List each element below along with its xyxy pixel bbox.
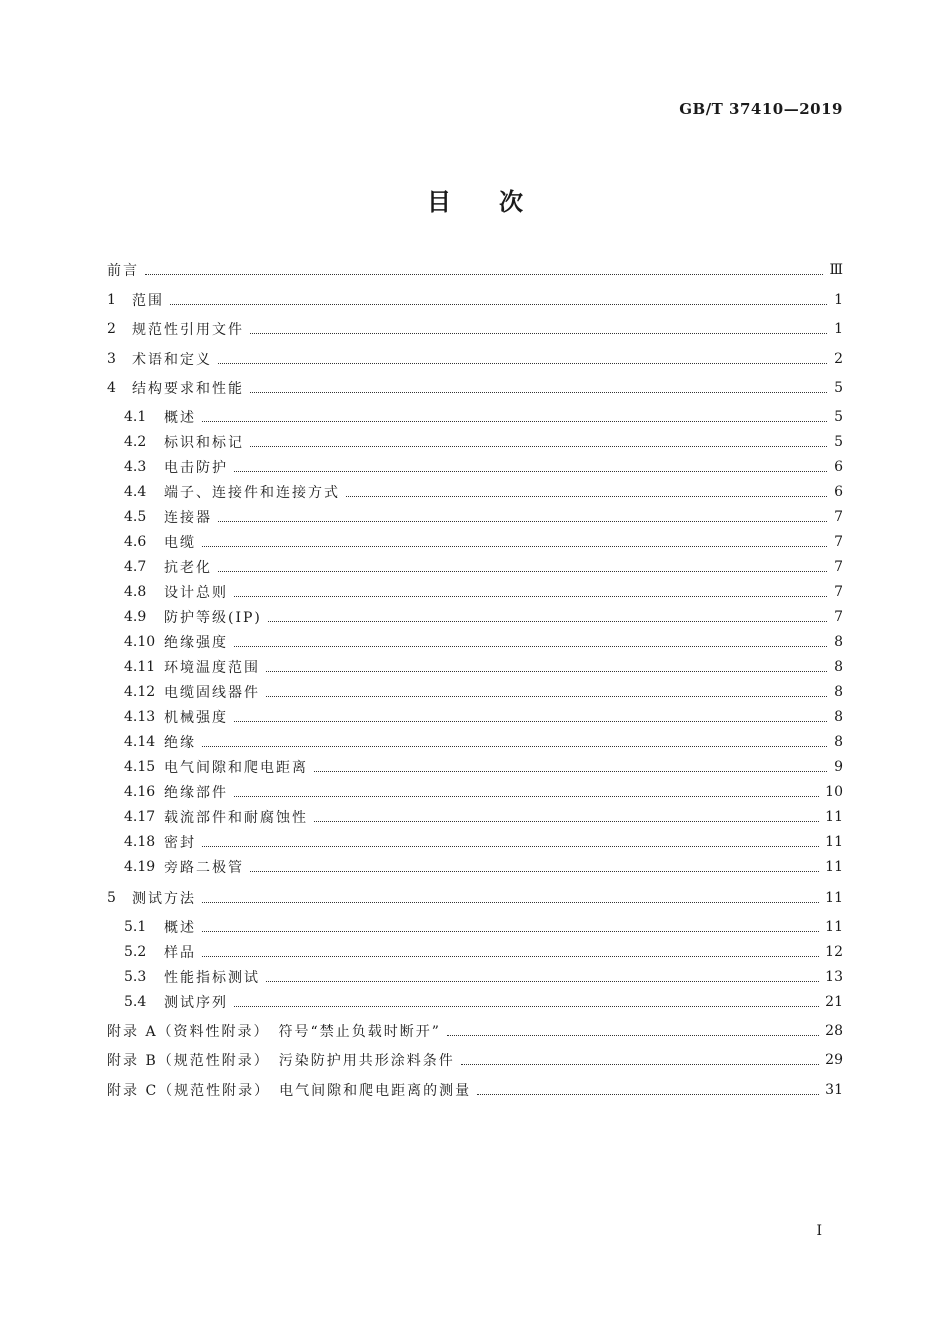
toc-entry[interactable] xyxy=(107,886,843,910)
toc-entry-number: 4.14 xyxy=(124,734,156,750)
dot-leader xyxy=(218,521,827,522)
toc-entry[interactable] xyxy=(124,630,843,654)
toc-entry[interactable] xyxy=(124,940,843,964)
toc-entry-title: 结构要求和性能 xyxy=(132,381,244,397)
toc-entry-page: 8 xyxy=(834,734,843,750)
dot-leader xyxy=(202,746,827,747)
toc-entry[interactable] xyxy=(107,317,843,341)
toc-entry-page: 31 xyxy=(825,1082,843,1098)
toc-entry-number: 4.1 xyxy=(124,409,147,425)
toc-entry[interactable] xyxy=(124,655,843,679)
dot-leader xyxy=(477,1094,819,1095)
toc-entry-title: 概述 xyxy=(164,920,196,936)
toc-entry-number: 4.18 xyxy=(124,834,156,850)
toc-entry-page: 11 xyxy=(825,859,843,875)
toc-entry[interactable] xyxy=(124,990,843,1014)
toc-entry-page: 11 xyxy=(825,834,843,850)
toc-entry-number: 3 xyxy=(107,351,116,367)
toc-entry-page: 9 xyxy=(834,759,843,775)
toc-entry-page: 7 xyxy=(834,584,843,600)
toc-entry-page: 21 xyxy=(825,994,843,1010)
toc-entry-number: 4 xyxy=(107,380,116,396)
toc-entry[interactable] xyxy=(124,530,843,554)
toc-entry-number: 2 xyxy=(107,321,116,337)
toc-entry[interactable] xyxy=(124,680,843,704)
toc-entry[interactable] xyxy=(124,480,843,504)
toc-entry-page: 5 xyxy=(834,409,843,425)
toc-entry-title: 规范性引用文件 xyxy=(132,322,244,338)
toc-entry-number: 4.9 xyxy=(124,609,147,625)
dot-leader xyxy=(234,721,827,722)
toc-entry-title: 端子、连接件和连接方式 xyxy=(164,485,340,501)
toc-entry-number: 4.5 xyxy=(124,509,147,525)
toc-entry-title: 附录 C（规范性附录） 电气间隙和爬电距离的测量 xyxy=(107,1083,472,1099)
toc-entry[interactable] xyxy=(107,1048,843,1072)
toc-entry[interactable] xyxy=(124,605,843,629)
toc-entry[interactable] xyxy=(124,580,843,604)
toc-title: 目 次 xyxy=(427,187,523,216)
toc-entry-title: 电击防护 xyxy=(164,460,228,476)
toc-entry[interactable] xyxy=(107,1078,843,1102)
toc-entry-title: 术语和定义 xyxy=(132,352,212,368)
toc-entry-title: 范围 xyxy=(132,293,164,309)
toc-entry-page: 5 xyxy=(834,380,843,396)
dot-leader xyxy=(266,696,827,697)
toc-entry-page: 8 xyxy=(834,684,843,700)
toc-entry[interactable] xyxy=(124,855,843,879)
toc-entry-page: 2 xyxy=(834,351,843,367)
toc-entry-title: 旁路二极管 xyxy=(164,860,244,876)
toc-entry-title: 机械强度 xyxy=(164,710,228,726)
toc-entry-page: 1 xyxy=(834,292,843,308)
toc-entry-title: 环境温度范围 xyxy=(164,660,260,676)
toc-entry-title: 电缆固线器件 xyxy=(164,685,260,701)
toc-entry-page: 7 xyxy=(834,559,843,575)
toc-entry-title: 防护等级(IP) xyxy=(164,610,262,626)
toc-entry-page: 7 xyxy=(834,609,843,625)
toc-entry-title: 绝缘部件 xyxy=(164,785,228,801)
toc-entry-title: 性能指标测试 xyxy=(164,970,260,986)
toc-entry[interactable] xyxy=(124,830,843,854)
toc-entry-page: 1 xyxy=(834,321,843,337)
toc-entry-page: 12 xyxy=(825,944,843,960)
toc-entry-title: 载流部件和耐腐蚀性 xyxy=(164,810,308,826)
toc-entry-page: 5 xyxy=(834,434,843,450)
toc-entry-page: 8 xyxy=(834,634,843,650)
dot-leader xyxy=(447,1035,819,1036)
toc-entry[interactable] xyxy=(124,705,843,729)
dot-leader xyxy=(202,421,827,422)
toc-entry-page: 10 xyxy=(825,784,843,800)
toc-entry[interactable] xyxy=(107,258,843,282)
toc-entry-page: 11 xyxy=(825,919,843,935)
toc-entry-title: 前言 xyxy=(107,263,139,279)
toc-entry-number: 4.11 xyxy=(124,659,156,675)
toc-entry-number: 1 xyxy=(107,292,116,308)
toc-entry[interactable] xyxy=(124,915,843,939)
dot-leader xyxy=(202,931,819,932)
toc-entry-title: 绝缘强度 xyxy=(164,635,228,651)
toc-entry[interactable] xyxy=(107,1019,843,1043)
toc-entry-number: 4.10 xyxy=(124,634,156,650)
toc-entry-title: 测试方法 xyxy=(132,891,196,907)
toc-entry-number: 4.3 xyxy=(124,459,147,475)
toc-entry-number: 4.12 xyxy=(124,684,156,700)
toc-entry-number: 5.1 xyxy=(124,919,147,935)
dot-leader xyxy=(202,956,819,957)
toc-entry-title: 设计总则 xyxy=(164,585,228,601)
dot-leader xyxy=(314,821,819,822)
toc-entry-page: 8 xyxy=(834,709,843,725)
toc-entry-title: 测试序列 xyxy=(164,995,228,1011)
toc-entry-title: 密封 xyxy=(164,835,196,851)
dot-leader xyxy=(266,981,819,982)
toc-entry-page: Ⅲ xyxy=(829,262,843,278)
toc-entry-title: 标识和标记 xyxy=(164,435,244,451)
dot-leader xyxy=(250,446,827,447)
toc-entry-number: 5.3 xyxy=(124,969,147,985)
toc-entry-page: 28 xyxy=(825,1023,843,1039)
toc-entry-page: 11 xyxy=(825,890,843,906)
toc-entry-page: 29 xyxy=(825,1052,843,1068)
toc-entry[interactable] xyxy=(124,455,843,479)
toc-entry[interactable] xyxy=(107,376,843,400)
dot-leader xyxy=(250,333,827,334)
toc-entry[interactable] xyxy=(124,755,843,779)
toc-entry-title: 概述 xyxy=(164,410,196,426)
standard-code: GB/T 37410—2019 xyxy=(679,100,843,118)
toc-entry-number: 4.19 xyxy=(124,859,156,875)
toc-entry[interactable] xyxy=(107,288,843,312)
dot-leader xyxy=(202,902,819,903)
toc-entry-number: 4.2 xyxy=(124,434,147,450)
dot-leader xyxy=(234,1006,819,1007)
toc-entry[interactable] xyxy=(124,805,843,829)
toc-entry[interactable] xyxy=(124,780,843,804)
toc-entry-page: 6 xyxy=(834,459,843,475)
toc-entry-number: 5.4 xyxy=(124,994,147,1010)
toc-entry-title: 电缆 xyxy=(164,535,196,551)
dot-leader xyxy=(218,363,827,364)
toc-entry-page: 7 xyxy=(834,534,843,550)
toc-entry-page: 13 xyxy=(825,969,843,985)
toc-entry-number: 5.2 xyxy=(124,944,147,960)
dot-leader xyxy=(218,571,827,572)
toc-entry-title: 附录 B（规范性附录） 污染防护用共形涂料条件 xyxy=(107,1053,455,1069)
toc-entry[interactable] xyxy=(124,730,843,754)
dot-leader xyxy=(202,546,827,547)
toc-entry-page: 8 xyxy=(834,659,843,675)
page-number: Ⅰ xyxy=(816,1223,822,1239)
toc-entry-number: 4.13 xyxy=(124,709,156,725)
toc-entry-number: 4.6 xyxy=(124,534,147,550)
dot-leader xyxy=(234,796,819,797)
toc-entry[interactable] xyxy=(124,405,843,429)
toc-entry-number: 4.15 xyxy=(124,759,156,775)
toc-entry-number: 4.8 xyxy=(124,584,147,600)
toc-entry-number: 5 xyxy=(107,890,116,906)
toc-entry[interactable] xyxy=(107,347,843,371)
toc-entry-title: 样品 xyxy=(164,945,196,961)
toc-entry-title: 绝缘 xyxy=(164,735,196,751)
toc-entry[interactable] xyxy=(124,505,843,529)
dot-leader xyxy=(250,392,827,393)
toc-entry-number: 4.4 xyxy=(124,484,147,500)
dot-leader xyxy=(234,596,827,597)
dot-leader xyxy=(202,846,819,847)
toc-entry[interactable] xyxy=(124,965,843,989)
toc-entry-number: 4.16 xyxy=(124,784,156,800)
toc-entry-title: 电气间隙和爬电距离 xyxy=(164,760,308,776)
dot-leader xyxy=(234,471,827,472)
dot-leader xyxy=(250,871,819,872)
toc-entry-page: 7 xyxy=(834,509,843,525)
dot-leader xyxy=(461,1064,819,1065)
toc-entry[interactable] xyxy=(124,430,843,454)
dot-leader xyxy=(346,496,827,497)
toc-entry-page: 6 xyxy=(834,484,843,500)
toc-entry-number: 4.17 xyxy=(124,809,156,825)
toc-entry-number: 4.7 xyxy=(124,559,147,575)
dot-leader xyxy=(234,646,827,647)
toc-entry-title: 连接器 xyxy=(164,510,212,526)
dot-leader xyxy=(266,671,827,672)
toc-entry-title: 抗老化 xyxy=(164,560,212,576)
dot-leader xyxy=(268,621,827,622)
toc-entry-title: 附录 A（资料性附录） 符号“禁止负载时断开” xyxy=(107,1024,441,1040)
toc-entry[interactable] xyxy=(124,555,843,579)
dot-leader xyxy=(314,771,827,772)
dot-leader xyxy=(170,304,827,305)
dot-leader xyxy=(145,274,823,275)
toc-entry-page: 11 xyxy=(825,809,843,825)
